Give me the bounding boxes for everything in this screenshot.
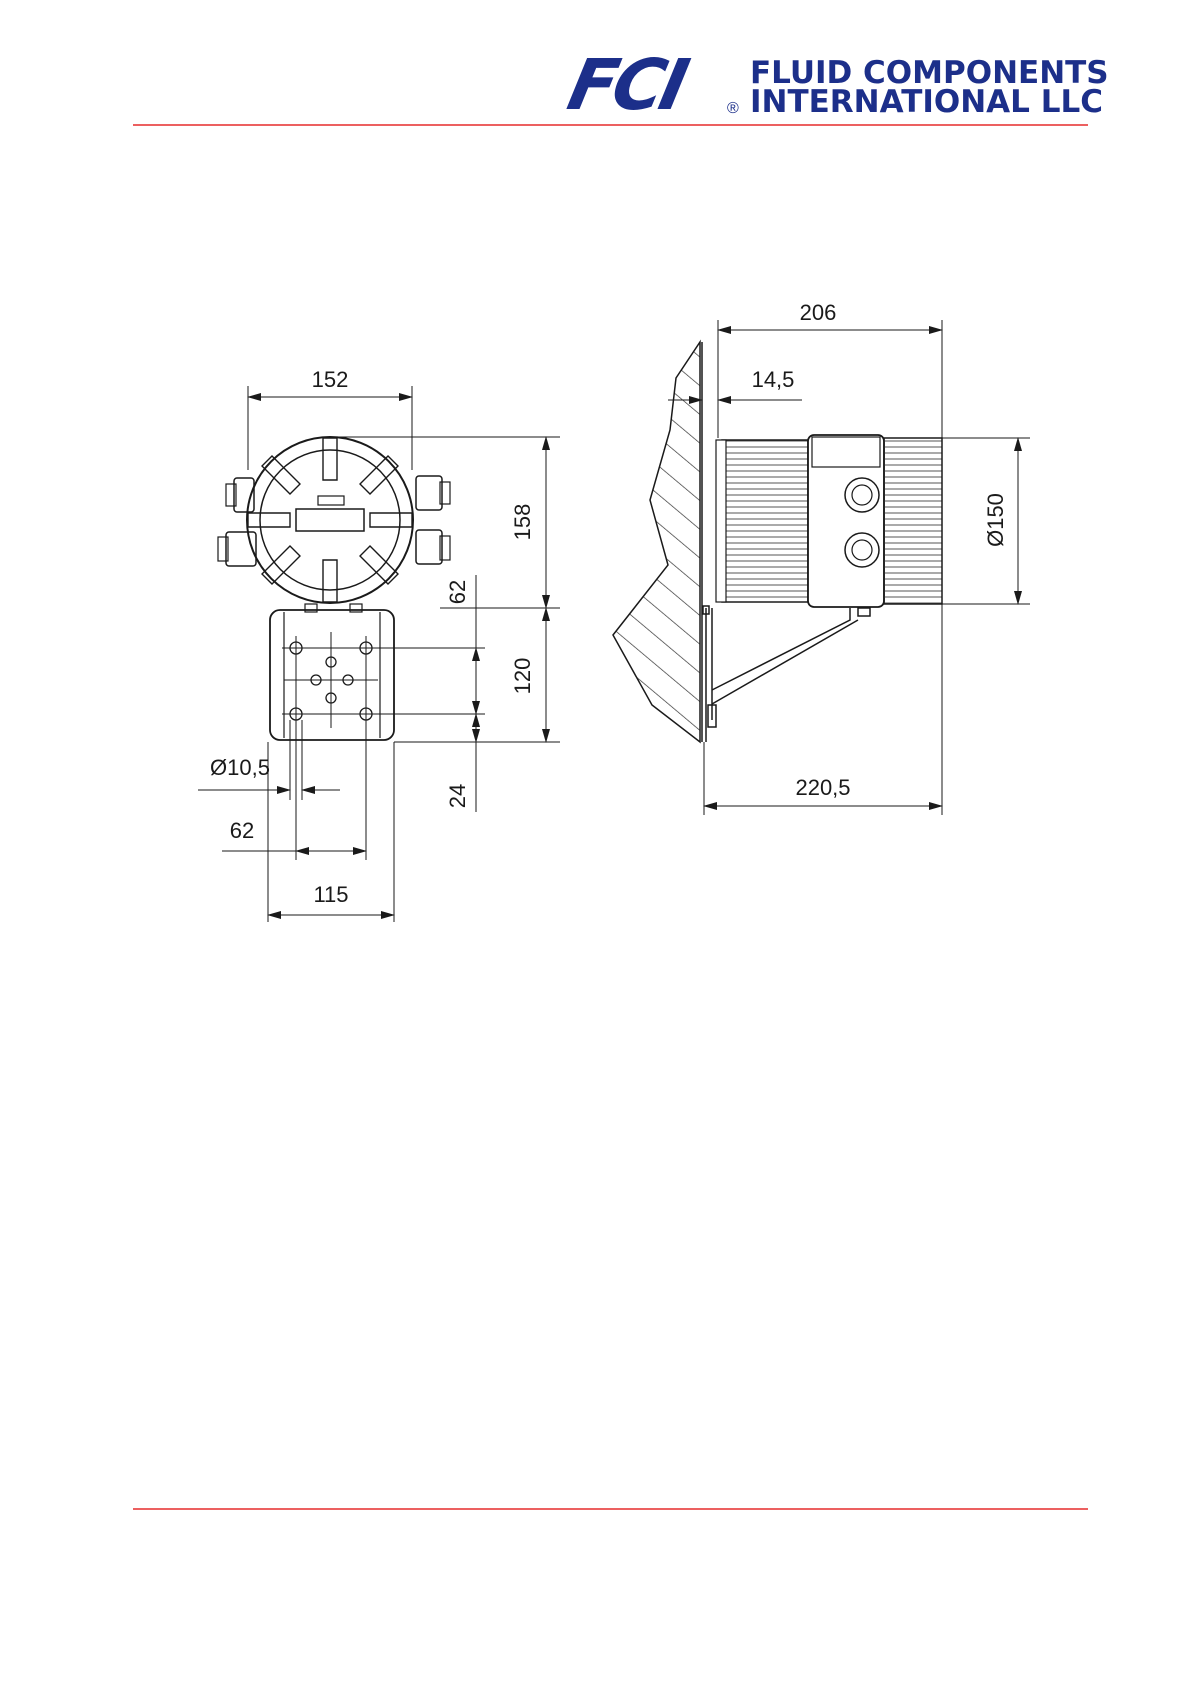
nameplate	[318, 496, 344, 505]
wall-section	[613, 342, 700, 742]
logo-mark: FCI	[561, 43, 692, 126]
cable-gland-left-upper	[226, 478, 254, 512]
dim-label-depth-220-5: 220,5	[795, 775, 851, 800]
front-view	[218, 437, 450, 740]
dim-label-depth-206: 206	[799, 300, 837, 325]
cable-gland-right-lower	[416, 530, 450, 564]
dim-label-hole-diameter: Ø10,5	[210, 755, 270, 780]
cover-ribs	[248, 438, 412, 602]
cable-gland-right-upper	[416, 476, 450, 510]
dim-label-offset-24: 24	[445, 783, 470, 809]
housing-finned-right	[884, 438, 942, 604]
company-name-line2: INTERNATIONAL LLC	[750, 84, 1103, 120]
cable-gland-left-lower	[218, 532, 256, 566]
dim-label-offset-14-5: 14,5	[751, 367, 795, 392]
dim-label-diameter-150: Ø150	[983, 493, 1008, 547]
company-name-line1: FLUID COMPONENTS	[750, 55, 1109, 91]
dim-label-spacing-62: 62	[229, 818, 255, 843]
registered-mark: ®	[727, 100, 739, 117]
display-window	[296, 509, 364, 531]
side-bracket	[703, 606, 870, 742]
company-logo	[561, 44, 1108, 126]
dim-label-height-120: 120	[510, 657, 535, 695]
dim-label-width-152: 152	[311, 367, 349, 392]
side-view	[613, 342, 942, 742]
housing-finned-left	[722, 440, 808, 602]
dim-label-offset-62: 62	[445, 579, 470, 605]
dim-label-width-115: 115	[313, 882, 349, 907]
hole-centerlines	[282, 632, 380, 728]
mounting-bracket	[270, 610, 394, 740]
dim-label-height-158: 158	[510, 503, 535, 541]
housing-outline	[247, 437, 413, 603]
housing-cover	[260, 450, 400, 590]
